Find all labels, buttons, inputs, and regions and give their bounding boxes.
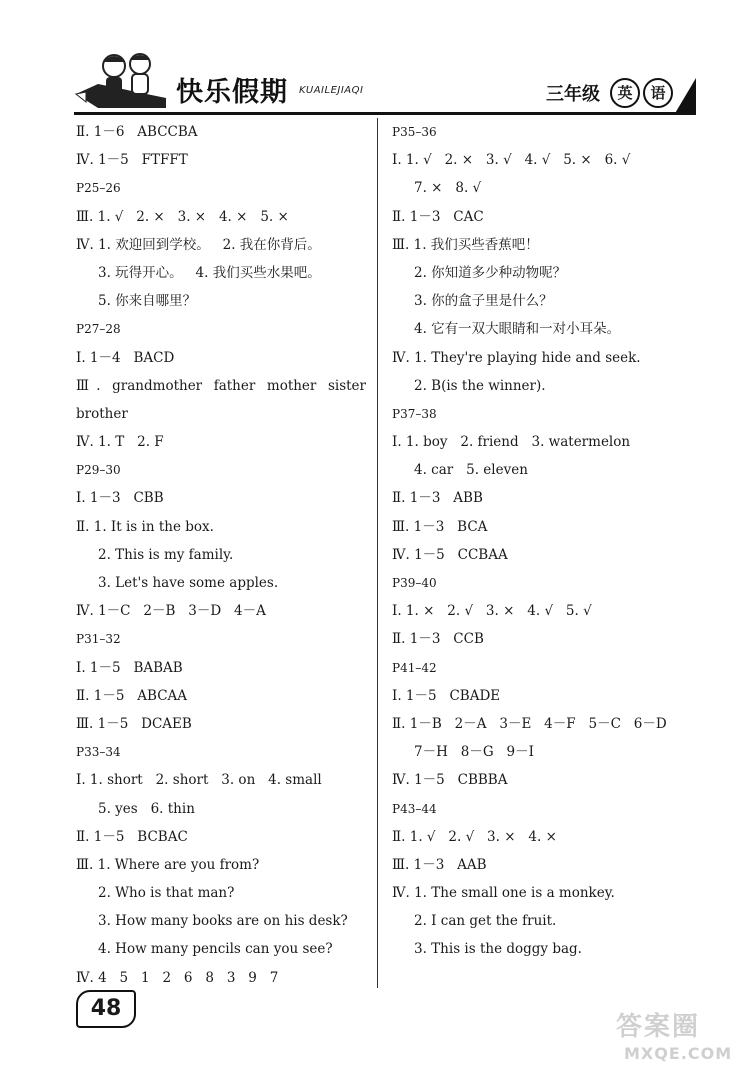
answer-line: 3. Let's have some apples. (98, 575, 279, 591)
answer-line: Ⅲ. grandmother father mother sister (76, 377, 366, 394)
page-range-heading: P35–36 (392, 125, 437, 139)
answer-line: Ⅳ. 1. They're playing hide and seek. (392, 349, 641, 366)
page-range-heading: P25–26 (76, 181, 121, 196)
page-range-heading: P29–30 (76, 463, 121, 478)
answer-line: Ⅳ. 1－C 2－B 3－D 4－A (76, 603, 266, 620)
answer-line: 3. This is the doggy bag. (414, 941, 582, 958)
watermark-url: MXQE.COM (624, 1044, 733, 1063)
column-divider (377, 118, 378, 988)
answer-line: Ⅱ. 1－5 ABCAA (76, 687, 188, 704)
subject-badge-2: 语 (643, 78, 673, 108)
answer-line: 2. I can get the fruit. (414, 913, 557, 930)
answer-line: Ⅳ. 1－5 FTFFT (76, 152, 188, 169)
answer-line: Ⅱ. 1－3 CAC (392, 208, 484, 225)
answer-line: Ⅲ. 1. √ 2. × 3. × 4. × 5. × (76, 208, 289, 225)
answer-line: Ⅰ. 1－4 BACD (76, 349, 175, 366)
answer-line: 4. How many pencils can you see? (98, 941, 333, 958)
page-number: 48 (76, 990, 136, 1028)
answer-line: Ⅲ. 1. 我们买些香蕉吧！ (392, 236, 539, 253)
grade-label: 三年级 (546, 84, 600, 105)
answer-line: Ⅱ. 1－3 CCB (392, 631, 484, 648)
answer-line: Ⅲ. 1－3 BCA (392, 518, 488, 535)
answer-line: 7. × 8. √ (414, 180, 482, 197)
answer-line: Ⅳ. 1. T 2. F (76, 434, 164, 451)
answer-line: Ⅱ. 1－B 2－A 3－E 4－F 5－C 6－D (392, 715, 667, 732)
answer-line: Ⅱ. 1. It is in the box. (76, 518, 214, 535)
answer-line: Ⅲ. 1. Where are you from? (76, 856, 260, 873)
answer-line: 2. 你知道多少种动物呢？ (414, 264, 567, 281)
answer-line: Ⅰ. 1. × 2. √ 3. × 4. √ 5. √ (392, 603, 592, 620)
answer-line: Ⅰ. 1. short 2. short 3. on 4. small (76, 772, 322, 789)
answer-line: 7－H 8－G 9－I (414, 744, 534, 761)
answer-line: 2. B(is the winner). (414, 377, 546, 394)
answer-line: Ⅰ. 1－3 CBB (76, 490, 164, 507)
answer-line: Ⅰ. 1－5 CBADE (392, 687, 501, 704)
answer-line: Ⅳ. 1－5 CBBBA (392, 772, 508, 789)
answer-line: Ⅱ. 1－5 BCBAC (76, 828, 188, 845)
watermark-logo (616, 1006, 744, 1070)
answer-line: 5. 你来自哪里？ (98, 293, 197, 310)
answer-line: Ⅳ. 1. The small one is a monkey. (392, 885, 615, 902)
answer-line: 3. 玩得开心。 4. 我们买些水果吧。 (98, 264, 321, 281)
kids-on-pencil-logo-icon (74, 48, 170, 112)
answer-line: Ⅲ. 1－3 AAB (392, 856, 487, 873)
page-range-heading: P27–28 (76, 322, 121, 337)
page-range-heading: P31–32 (76, 632, 121, 647)
answer-line: 3. How many books are on his desk? (98, 913, 348, 930)
answer-line: Ⅱ. 1. √ 2. √ 3. × 4. × (392, 828, 557, 845)
answer-column-left (76, 118, 366, 992)
watermark-text: 答案圈 (616, 1012, 701, 1042)
answer-line: Ⅰ. 1. √ 2. × 3. √ 4. √ 5. × 6. √ (392, 152, 631, 169)
answer-line: Ⅰ. 1. boy 2. friend 3. watermelon (392, 434, 631, 451)
answer-line: Ⅳ. 4 5 1 2 6 8 3 9 7 (76, 969, 279, 986)
brand-pinyin: KUAILEJIAQI (299, 85, 364, 96)
answer-line: brother (76, 405, 128, 422)
header-corner-decoration (674, 78, 696, 115)
page-range-heading: P37–38 (392, 406, 437, 421)
subject-badge-1: 英 (610, 78, 640, 108)
answer-line: 2. This is my family. (98, 546, 234, 563)
answer-line: 3. 你的盒子里是什么？ (414, 293, 553, 310)
brand-title: 快乐假期 (176, 77, 288, 108)
answer-column-right (392, 118, 712, 964)
answer-line: 2. Who is that man? (98, 885, 235, 902)
page-range-heading: P39–40 (392, 576, 437, 590)
answer-line: Ⅳ. 1－5 CCBAA (392, 546, 508, 563)
answer-line: Ⅲ. 1－5 DCAEB (76, 715, 192, 732)
answer-line: 4. car 5. eleven (414, 462, 528, 479)
answer-line: Ⅱ. 1－6 ABCCBA (76, 124, 198, 140)
header-rule (74, 112, 684, 115)
answer-line: Ⅱ. 1－3 ABB (392, 490, 483, 507)
page-range-heading: P43–44 (392, 801, 437, 816)
page-range-heading: P41–42 (392, 660, 437, 675)
page-header (0, 0, 750, 118)
answer-line: 5. yes 6. thin (98, 800, 195, 817)
page-range-heading: P33–34 (76, 745, 121, 760)
answer-line: Ⅳ. 1. 欢迎回到学校。 2. 我在你背后。 (76, 236, 321, 253)
answer-line: Ⅰ. 1－5 BABAB (76, 659, 183, 676)
answer-line: 4. 它有一双大眼睛和一对小耳朵。 (414, 321, 621, 338)
